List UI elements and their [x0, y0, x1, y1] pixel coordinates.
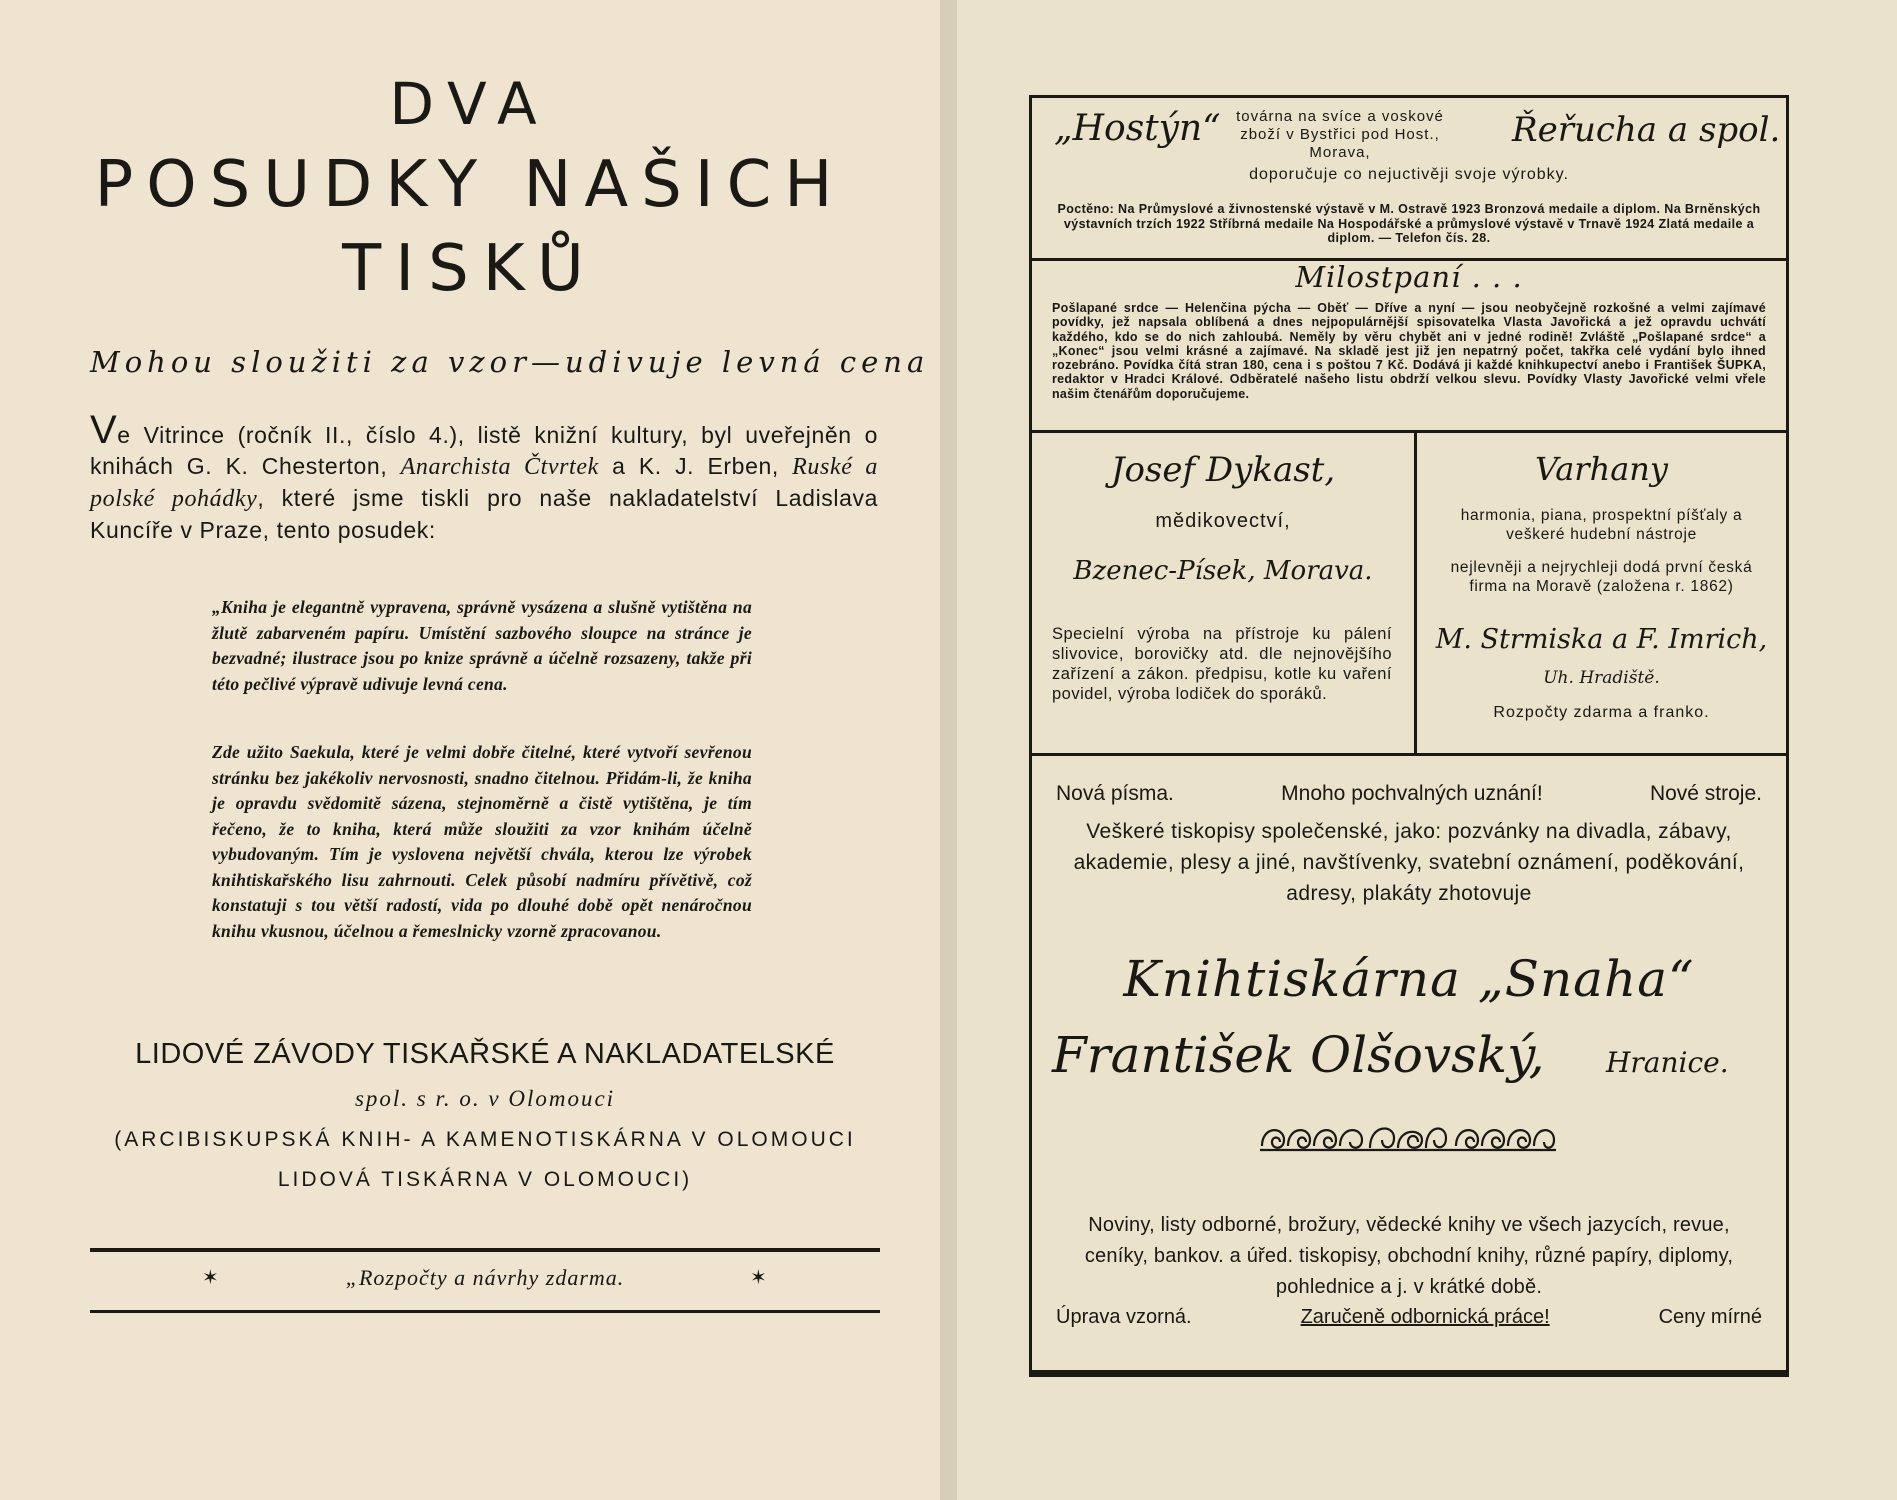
- dykast-ad-name: Josef Dykast,: [1110, 450, 1336, 490]
- right-page: [957, 0, 1897, 1500]
- hostyn-ad-recommendation: doporučuje co nejuctivěji svoje výrobky.: [1249, 166, 1569, 183]
- review-paragraph-1: „Kniha je elegantně vypravena, správně vysázena a slušně vytištěna na žlutě zabarveném papíru. Umístění sazbového sloupce na stránce je bezvadné; ilustrace jsou po knize správně a účelně rozsazeny, takže při této pečlivé výpravě udivuje levná cena.: [212, 597, 752, 694]
- footer-rule-bottom: [90, 1310, 880, 1313]
- varhany-ad-firm: M. Strmiska a F. Imrich,: [1435, 624, 1768, 655]
- intro-text-1: e Vitrince (ročník II., číslo 4.), listě knižní kultury, byl uveřejněn o knihách G. K. Chesterton,: [90, 422, 878, 479]
- footer-text: „Rozpočty a návrhy zdarma.: [345, 1265, 625, 1290]
- star-left-icon: ✶: [202, 1267, 219, 1289]
- milostpani-ad-text: Pošlapané srdce — Helenčina pýcha — Oběť — Dříve a nyní — jsou neobyčejně rozkošné a velmi zajímavé povídky, jež napsala oblíbená a dnes nejpopulárnější spisovatelka Vlasta Javořická a jež opravdu uchvátí každého, kdo se do nich zahloubá. Neměly by věru chybět ani v jedné rodině! Zvláště „Pošlapané srdce“ a „Konec“ jsou velmi krásné a zajímavé. Na skladě jest již jen nepatrný počet, takřka celé vydání bylo ihned rozebráno. Povídka čítá stran 180, cena i s poštou 7 Kč. Dodává ji každé knihkupectví anebo i František ŠUPKA, redaktor v Hradci Králové. Odběratelé našeho listu obdrží velkou slevu. Povídky Vlasty Javořické velmi vřele našim čtenářům doporučujeme.: [1052, 301, 1766, 401]
- review-paragraph-2: Zde užito Saekula, které je velmi dobře čitelné, které vytvoří sevřenou stránku bez jakékoliv nervosnosti, snadno čitelnou. Přidám-li, že kniha je opravdu svědomitě sázena, stejnoměrně a čistě vytištěna, je tím řečeno, že to kniha, která může sloužiti za vzor knihám účelně vybudovaným. Tím je vyslovena největší chvála, kterou lze výrobek knihtiskařského lisu zahrnouti. Celek působí nadmíru přívětivě, což konstatuji s tou větší radostí, vida po dlouhé době opět nenáročnou knihu vkusnou, účelnou a řemeslnicky vzorně zpracovanou.: [212, 742, 752, 941]
- hostyn-ad-firm: Řeřucha a spol.: [1512, 110, 1781, 150]
- subtitle-right: udivuje levná cena: [564, 345, 930, 379]
- varhany-ad-subtitle: harmonia, piana, prospektní píšťaly a veškeré hudební nástroje: [1460, 507, 1743, 543]
- intro-text-2: a K. J. Erben,: [598, 453, 793, 479]
- print-ad-company-name: Knihtiskárna „Snaha“: [1123, 950, 1695, 1008]
- intro-text-3: , které jsme tiskli pro naše nakladatelství Ladislava Kuncíře v Praze, tento posudek:: [90, 485, 878, 543]
- page-title-line-1: DVA: [389, 70, 551, 138]
- print-ad-headline-1: Nová písma.: [1056, 782, 1174, 805]
- company-branch-1: (ARCIBISKUPSKÁ KNIH- A KAMENOTISKÁRNA V OLOMOUCI: [114, 1128, 856, 1151]
- varhany-ad-text: nejlevněji a nejrychleji dodá první česká firma na Moravě (založena r. 1862): [1450, 559, 1753, 595]
- print-ad-offer: Noviny, listy odborné, brožury, vědecké knihy ve všech jazycích, revue, ceníky, bankov. a úřed. tiskopisy, obchodní knihy, různé papíry, diplomy, pohlednice a j. v krátké době.: [1084, 1214, 1734, 1298]
- company-name: LIDOVÉ ZÁVODY TISKAŘSKÉ A NAKLADATELSKÉ: [135, 1038, 835, 1070]
- print-ad-owner: František Olšovský,: [1052, 1026, 1545, 1084]
- subtitle-left: Mohou sloužiti za vzor: [90, 345, 531, 379]
- ad-divider-2: [1032, 430, 1786, 433]
- intro-paragraph: [90, 408, 878, 546]
- left-page: [0, 0, 940, 1500]
- print-ad-closing-2: Zaručeně odbornická práce!: [1300, 1306, 1550, 1328]
- footer-rule-top: [90, 1248, 880, 1252]
- page-title-line-2: POSUDKY NAŠICH: [94, 148, 846, 222]
- varhany-ad-town: Uh. Hradiště.: [1543, 668, 1660, 688]
- company-subtitle: spol. s r. o. v Olomouci: [354, 1086, 616, 1111]
- milostpani-ad-title: Milostpaní . . .: [1295, 260, 1523, 294]
- star-right-icon: ✶: [750, 1267, 767, 1289]
- print-ad-headline-row: [1056, 782, 1762, 806]
- advertisement-frame-bottom-rule: [1029, 1373, 1789, 1377]
- print-ad-closing-row: [1056, 1306, 1762, 1329]
- dykast-ad-place: Bzenec-Písek, Morava.: [1073, 556, 1373, 586]
- footer: [90, 1265, 880, 1297]
- advertisement-frame: [1029, 95, 1789, 1373]
- company-branch-2: LIDOVÁ TISKÁRNA V OLOMOUCI): [277, 1168, 693, 1191]
- intro-dropcap: V: [90, 408, 118, 452]
- print-ad-headline-2: Mnoho pochvalných uznání!: [1281, 782, 1543, 805]
- hostyn-ad-name: „Hostýn“: [1054, 108, 1221, 149]
- hostyn-ad-description: továrna na svíce a voskové zboží v Bystřici pod Host., Morava,: [1236, 108, 1444, 161]
- print-ad-closing-1: Úprava vzorná.: [1056, 1306, 1192, 1328]
- intro-book-2: Ruské a polské pohádky: [90, 454, 878, 512]
- print-ad-headline-3: Nové stroje.: [1649, 782, 1762, 805]
- book-gutter: [940, 0, 957, 1500]
- ad-divider-3: [1032, 753, 1786, 756]
- ornament-icon: [1258, 1118, 1558, 1158]
- print-ad-closing-3: Ceny mírné: [1658, 1306, 1762, 1328]
- intro-book-1: Anarchista Čtvrtek: [400, 454, 599, 480]
- page-title-line-3: TISKŮ: [342, 232, 598, 306]
- print-ad-town: Hranice.: [1606, 1046, 1729, 1079]
- print-ad-body: Veškeré tiskopisy společenské, jako: pozvánky na divadla, zábavy, akademie, plesy a jiné, navštívenky, svatební oznámení, poděkování, adresy, plakáty zhotovuje: [1073, 820, 1745, 905]
- varhany-ad-title: Varhany: [1535, 450, 1668, 488]
- varhany-ad-note: Rozpočty zdarma a franko.: [1493, 704, 1710, 721]
- subtitle: [90, 345, 930, 379]
- hostyn-ad-awards: Poctěno: Na Průmyslové a živnostenské výstavě v M. Ostravě 1923 Bronzová medaile a diplom. Na Brněnských výstavních trzích 1922 Stříbrná medaile Na Hospodářské a průmyslové výstavě v Trnavě 1924 Zlatá medaile a diplom. — Telefon čís. 28.: [1057, 202, 1761, 245]
- dykast-ad-text: Specielní výroba na přístroje ku pálení slivovice, borovičky atd. dle nejnovějšího zařízení a zákon. předpisu, kotle ku vaření povidel, výroba lodiček do sporáků.: [1052, 625, 1392, 703]
- subtitle-dash: —: [530, 345, 565, 379]
- dykast-ad-trade: mědikovectví,: [1155, 510, 1291, 532]
